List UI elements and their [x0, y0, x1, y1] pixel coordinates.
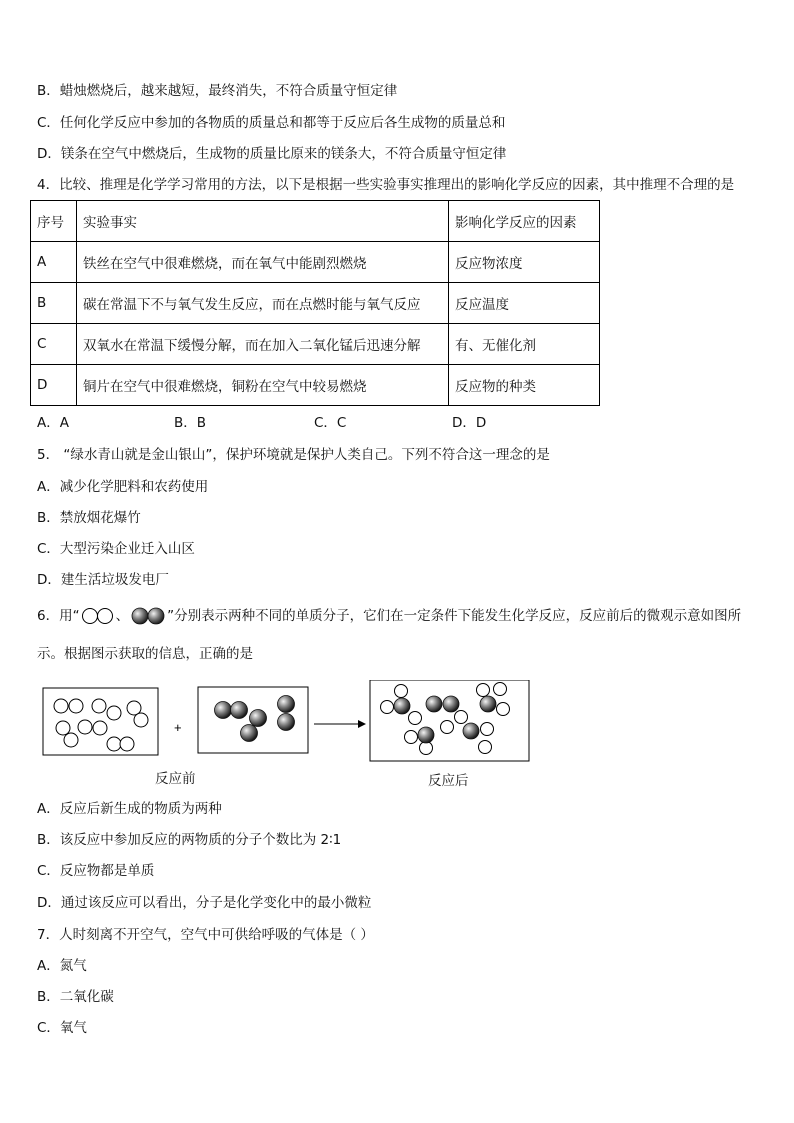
reactant-box-gray [198, 687, 308, 753]
q4-option-d[interactable]: D．D [452, 415, 487, 431]
table-cell: A [31, 242, 77, 283]
q5-option-b[interactable]: B．禁放烟花爆竹 [37, 510, 141, 526]
table-cell: C [31, 324, 77, 365]
table-header: 影响化学反应的因素 [449, 201, 600, 242]
product-box [370, 680, 529, 761]
q5-option-d[interactable]: D．建生活垃圾发电厂 [37, 572, 169, 588]
plus-sign: + [174, 720, 182, 735]
table-row [31, 365, 600, 406]
q5-stem: 5． “绿水青山就是金山银山”，保护环境就是保护人类自己。下列不符合这一理念的是 [37, 447, 550, 463]
caption-before-reaction: 反应前 [155, 771, 196, 787]
q6-stem-suffix: ”分别表示两种不同的单质分子，它们在一定条件下能发生化学反应，反应前后的微观示意如图所 [167, 608, 742, 624]
table-cell: 双氧水在常温下缓慢分解，而在加入二氧化锰后迅速分解 [77, 324, 449, 365]
table-cell: B [31, 283, 77, 324]
table-cell: 有、无催化剂 [449, 324, 600, 365]
caption-after-reaction: 反应后 [428, 773, 469, 789]
q7-option-a[interactable]: A．氮气 [37, 958, 87, 974]
table-cell: 反应物浓度 [449, 242, 600, 283]
table-cell: 反应物的种类 [449, 365, 600, 406]
q6-option-d[interactable]: D．通过该反应可以看出，分子是化学变化中的最小微粒 [37, 895, 372, 911]
table-cell: D [31, 365, 77, 406]
table-header-row [31, 201, 600, 242]
q6-option-c[interactable]: C．反应物都是单质 [37, 863, 155, 879]
q3-option-c: C．任何化学反应中参加的各物质的质量总和都等于反应后各生成物的质量总和 [37, 115, 506, 131]
reaction-arrow-icon [314, 720, 366, 728]
experiment-table [30, 200, 600, 406]
q6-stem-line2: 示。根据图示获取的信息，正确的是 [37, 646, 253, 662]
q6-stem-prefix: 6．用“ [37, 608, 80, 624]
table-cell: 铜片在空气中很难燃烧，铜粉在空气中较易燃烧 [77, 365, 449, 406]
q6-stem-separator: 、 [115, 608, 130, 624]
table-cell: 铁丝在空气中很难燃烧，而在氧气中能剧烈燃烧 [77, 242, 449, 283]
table-row [31, 242, 600, 283]
q5-option-c[interactable]: C．大型污染企业迁入山区 [37, 541, 195, 557]
gray-molecule-icon [129, 606, 167, 626]
reactant-box-white [43, 688, 158, 755]
q7-option-c[interactable]: C．氧气 [37, 1020, 87, 1036]
q7-stem: 7．人时刻离不开空气，空气中可供给呼吸的气体是（ ） [37, 927, 374, 943]
table-row [31, 283, 600, 324]
table-row [31, 324, 600, 365]
q4-option-c[interactable]: C．C [314, 415, 347, 431]
white-molecule-icon [80, 606, 116, 626]
q4-stem: 4．比较、推理是化学学习常用的方法，以下是根据一些实验事实推理出的影响化学反应的因素，其中推理不合理的是 [37, 177, 735, 193]
q4-option-a[interactable]: A．A [37, 415, 69, 431]
table-cell: 碳在常温下不与氧气发生反应，而在点燃时能与氧气反应 [77, 283, 449, 324]
q5-option-a[interactable]: A．减少化学肥料和农药使用 [37, 479, 209, 495]
q6-option-b[interactable]: B．该反应中参加反应的两物质的分子个数比为 2∶1 [37, 832, 342, 848]
table-header: 序号 [31, 201, 77, 242]
q4-option-b[interactable]: B．B [174, 415, 207, 431]
q3-option-d: D．镁条在空气中燃烧后，生成物的质量比原来的镁条大，不符合质量守恒定律 [37, 146, 507, 162]
q7-option-b[interactable]: B．二氧化碳 [37, 989, 114, 1005]
table-cell: 反应温度 [449, 283, 600, 324]
q6-stem [37, 605, 741, 627]
table-header: 实验事实 [77, 201, 449, 242]
q3-option-b: B．蜡烛燃烧后，越来越短，最终消失，不符合质量守恒定律 [37, 83, 398, 99]
q6-option-a[interactable]: A．反应后新生成的物质为两种 [37, 801, 222, 817]
